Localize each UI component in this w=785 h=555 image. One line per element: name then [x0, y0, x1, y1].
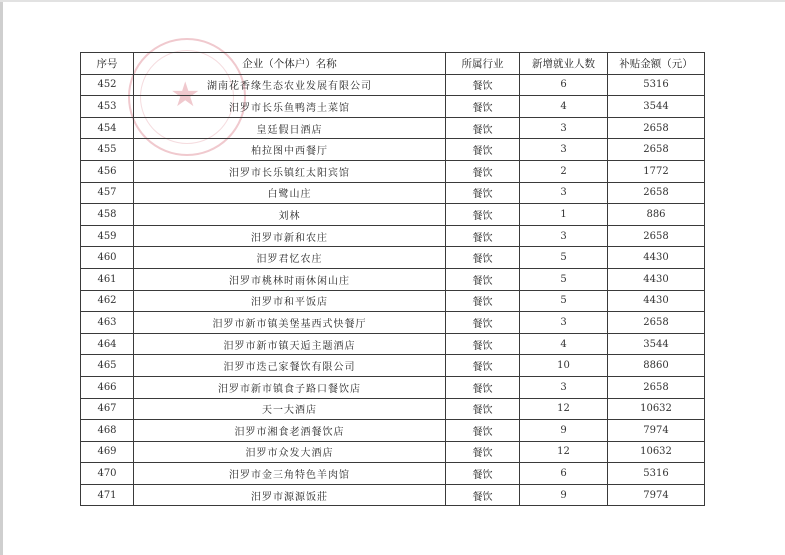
cell-seq: 455 — [81, 139, 134, 161]
header-industry: 所属行业 — [446, 53, 520, 75]
cell-subsidy: 10632 — [608, 398, 705, 420]
cell-seq: 452 — [81, 74, 134, 96]
cell-new-jobs: 4 — [520, 333, 608, 355]
table-row — [81, 398, 705, 420]
cell-industry: 餐饮 — [446, 420, 520, 442]
cell-new-jobs: 3 — [520, 312, 608, 334]
subsidy-table — [80, 52, 705, 506]
cell-industry: 餐饮 — [446, 204, 520, 226]
cell-subsidy: 4430 — [608, 247, 705, 269]
cell-seq: 453 — [81, 96, 134, 118]
cell-name: 刘林 — [134, 204, 446, 226]
cell-name: 白鹭山庄 — [134, 182, 446, 204]
cell-seq: 456 — [81, 160, 134, 182]
cell-name: 汨罗市桃林时雨休闲山庄 — [134, 268, 446, 290]
table-body — [81, 74, 705, 506]
cell-seq: 459 — [81, 225, 134, 247]
cell-subsidy: 886 — [608, 204, 705, 226]
cell-subsidy: 2658 — [608, 225, 705, 247]
table-row — [81, 290, 705, 312]
cell-subsidy: 2658 — [608, 376, 705, 398]
cell-industry: 餐饮 — [446, 74, 520, 96]
cell-name: 汨罗市和平饭店 — [134, 290, 446, 312]
table-row — [81, 96, 705, 118]
cell-new-jobs: 3 — [520, 225, 608, 247]
cell-subsidy: 2658 — [608, 182, 705, 204]
cell-subsidy: 4430 — [608, 268, 705, 290]
cell-industry: 餐饮 — [446, 182, 520, 204]
cell-seq: 470 — [81, 463, 134, 485]
cell-industry: 餐饮 — [446, 441, 520, 463]
table-row — [81, 117, 705, 139]
cell-new-jobs: 2 — [520, 160, 608, 182]
cell-seq: 471 — [81, 484, 134, 506]
table-row — [81, 160, 705, 182]
cell-subsidy: 3544 — [608, 333, 705, 355]
table-row — [81, 204, 705, 226]
cell-seq: 466 — [81, 376, 134, 398]
cell-industry: 餐饮 — [446, 333, 520, 355]
header-seq: 序号 — [81, 53, 134, 75]
cell-industry: 餐饮 — [446, 139, 520, 161]
page-edge — [0, 0, 3, 555]
cell-new-jobs: 5 — [520, 247, 608, 269]
page-edge-top — [0, 0, 785, 2]
cell-name: 柏拉图中西餐厅 — [134, 139, 446, 161]
cell-industry: 餐饮 — [446, 463, 520, 485]
cell-name: 汨罗市长乐鱼鸭湾土菜馆 — [134, 96, 446, 118]
cell-industry: 餐饮 — [446, 290, 520, 312]
cell-subsidy: 7974 — [608, 420, 705, 442]
cell-new-jobs: 12 — [520, 398, 608, 420]
cell-subsidy: 5316 — [608, 74, 705, 96]
cell-new-jobs: 3 — [520, 139, 608, 161]
cell-new-jobs: 3 — [520, 117, 608, 139]
table-row — [81, 225, 705, 247]
cell-new-jobs: 9 — [520, 484, 608, 506]
cell-new-jobs: 6 — [520, 74, 608, 96]
cell-subsidy: 2658 — [608, 312, 705, 334]
cell-new-jobs: 4 — [520, 96, 608, 118]
cell-seq: 458 — [81, 204, 134, 226]
table-row — [81, 268, 705, 290]
cell-subsidy: 2658 — [608, 117, 705, 139]
cell-name: 汨罗市新市镇食子路口餐饮店 — [134, 376, 446, 398]
cell-new-jobs: 3 — [520, 182, 608, 204]
cell-industry: 餐饮 — [446, 268, 520, 290]
cell-subsidy: 2658 — [608, 139, 705, 161]
cell-industry: 餐饮 — [446, 376, 520, 398]
table-row — [81, 139, 705, 161]
table-row — [81, 376, 705, 398]
cell-industry: 餐饮 — [446, 117, 520, 139]
table-row — [81, 74, 705, 96]
table-row — [81, 441, 705, 463]
cell-seq: 467 — [81, 398, 134, 420]
cell-seq: 457 — [81, 182, 134, 204]
cell-seq: 468 — [81, 420, 134, 442]
cell-industry: 餐饮 — [446, 312, 520, 334]
cell-seq: 462 — [81, 290, 134, 312]
table-row — [81, 484, 705, 506]
cell-name: 皇廷假日酒店 — [134, 117, 446, 139]
table-row — [81, 333, 705, 355]
cell-name: 汨罗市迭己家餐饮有限公司 — [134, 355, 446, 377]
cell-seq: 463 — [81, 312, 134, 334]
table-row — [81, 247, 705, 269]
cell-seq: 454 — [81, 117, 134, 139]
cell-new-jobs: 9 — [520, 420, 608, 442]
cell-name: 汨罗市新和农庄 — [134, 225, 446, 247]
cell-subsidy: 1772 — [608, 160, 705, 182]
cell-name: 天一大酒店 — [134, 398, 446, 420]
cell-new-jobs: 5 — [520, 290, 608, 312]
header-subsidy: 补贴金额（元） — [608, 53, 705, 75]
cell-name: 汨罗市源源饭莊 — [134, 484, 446, 506]
cell-name: 汨罗市新市镇天逅主题酒店 — [134, 333, 446, 355]
cell-name: 汨罗市长乐镇红太阳宾馆 — [134, 160, 446, 182]
cell-industry: 餐饮 — [446, 96, 520, 118]
header-name: 企业（个体户）名称 — [134, 53, 446, 75]
table-header-row — [81, 53, 705, 75]
cell-subsidy: 8860 — [608, 355, 705, 377]
table-row — [81, 463, 705, 485]
cell-new-jobs: 6 — [520, 463, 608, 485]
cell-seq: 465 — [81, 355, 134, 377]
cell-new-jobs: 12 — [520, 441, 608, 463]
cell-industry: 餐饮 — [446, 160, 520, 182]
cell-name: 汨罗市新市镇美堡基西式快餐厅 — [134, 312, 446, 334]
table-row — [81, 355, 705, 377]
cell-new-jobs: 1 — [520, 204, 608, 226]
cell-industry: 餐饮 — [446, 484, 520, 506]
cell-new-jobs: 10 — [520, 355, 608, 377]
cell-subsidy: 5316 — [608, 463, 705, 485]
cell-subsidy: 10632 — [608, 441, 705, 463]
cell-name: 汨罗市湘食老酒餐饮店 — [134, 420, 446, 442]
cell-industry: 餐饮 — [446, 398, 520, 420]
cell-seq: 464 — [81, 333, 134, 355]
cell-subsidy: 4430 — [608, 290, 705, 312]
table-row — [81, 182, 705, 204]
cell-subsidy: 7974 — [608, 484, 705, 506]
cell-industry: 餐饮 — [446, 225, 520, 247]
cell-seq: 460 — [81, 247, 134, 269]
cell-name: 汨罗君忆农庄 — [134, 247, 446, 269]
table-row — [81, 420, 705, 442]
table-row — [81, 312, 705, 334]
cell-name: 湖南花香缘生态农业发展有限公司 — [134, 74, 446, 96]
cell-industry: 餐饮 — [446, 247, 520, 269]
seal-star-icon: ★ — [170, 75, 201, 115]
cell-seq: 469 — [81, 441, 134, 463]
cell-new-jobs: 5 — [520, 268, 608, 290]
cell-seq: 461 — [81, 268, 134, 290]
header-new-jobs: 新增就业人数 — [520, 53, 608, 75]
cell-name: 汨罗市金三角特色羊肉馆 — [134, 463, 446, 485]
cell-name: 汨罗市众发大酒店 — [134, 441, 446, 463]
cell-new-jobs: 3 — [520, 376, 608, 398]
cell-industry: 餐饮 — [446, 355, 520, 377]
cell-subsidy: 3544 — [608, 96, 705, 118]
